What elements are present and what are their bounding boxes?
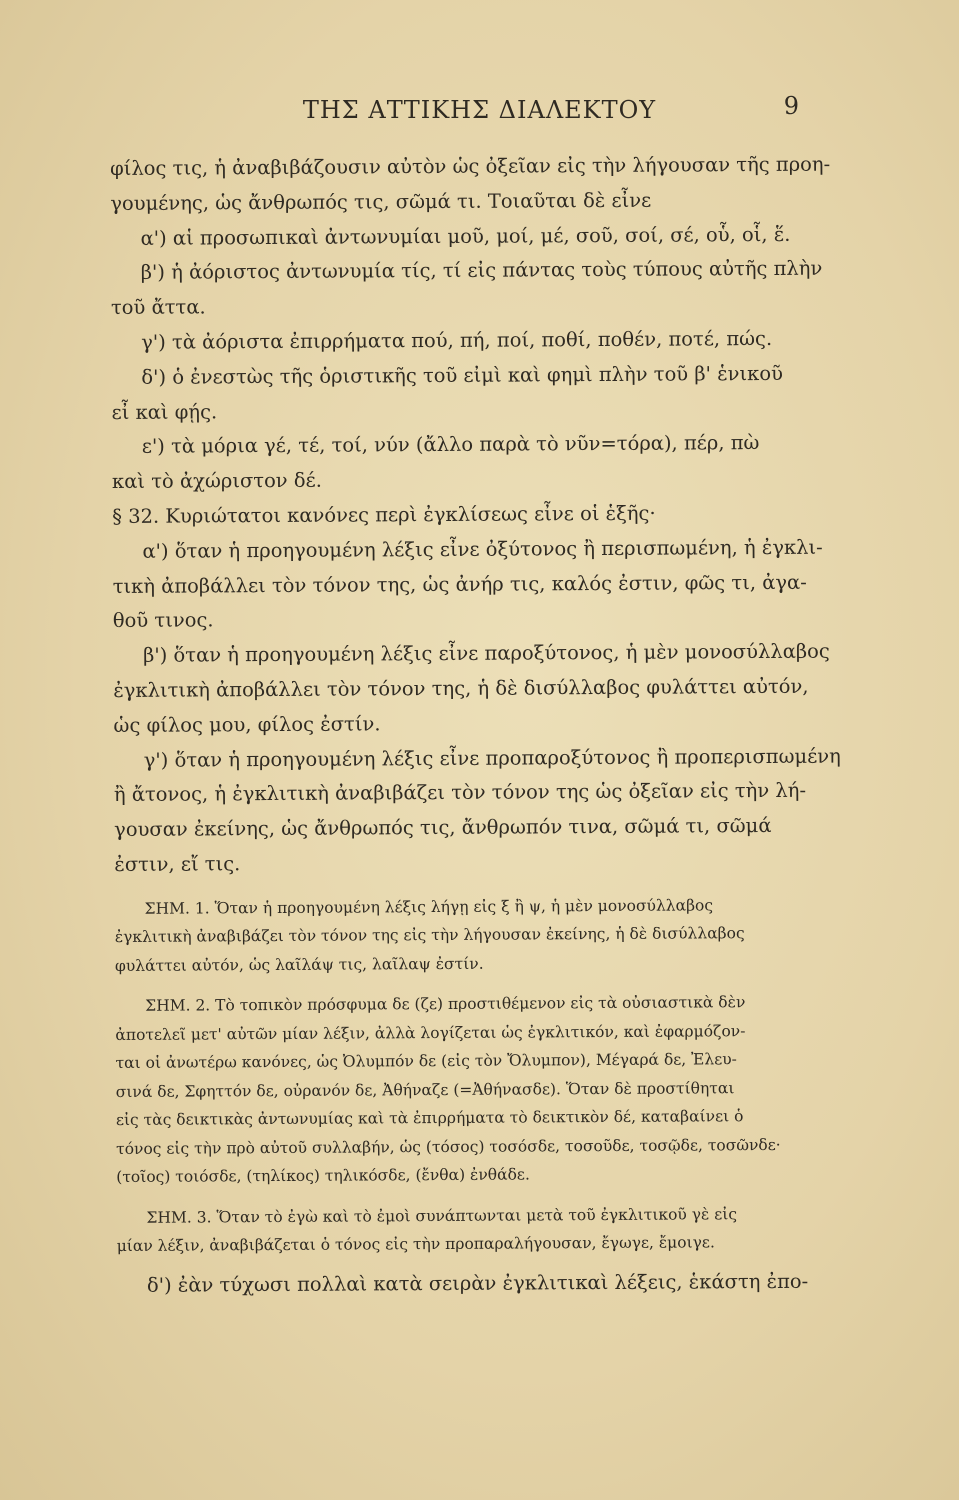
text-line: θοῦ τινος.	[112, 608, 214, 633]
text-line: ΣΗΜ. 3. Ὅταν τὸ ἐγὼ καὶ τὸ ἐμοὶ συνάπτωνται μετὰ τοῦ ἐγκλιτικοῦ γὲ εἰς	[146, 1204, 738, 1227]
text-line: ἐγκλιτικὴ ἀναβιβάζει τὸν τόνον της εἰς τὴν λήγουσαν ἐκείνης, ἡ δὲ δισύλλαβος	[114, 924, 745, 947]
text-line: μίαν λέξιν, ἀναβιβάζεται ὁ τόνος εἰς τὴν προπαραλήγουσαν, ἔγωγε, ἔμοιγε.	[116, 1233, 715, 1256]
text-line: § 32. Κυριώτατοι κανόνες περὶ ἐγκλίσεως εἶνε οἱ ἑξῆς·	[112, 501, 656, 528]
text-line: β') ἡ ἀόριστος ἀντωνυμία τίς, τί εἰς πάντας τοὺς τύπους αὐτῆς πλὴν	[140, 257, 823, 285]
text-line: ἀποτελεῖ μετ' αὐτῶν μίαν λέξιν, ἀλλὰ λογίζεται ὡς ἐγκλιτικόν, καὶ ἐφαρμόζον-	[115, 1021, 746, 1044]
text-line: δ') ἐὰν τύχωσι πολλαὶ κατὰ σειρὰν ἐγκλιτικαὶ λέξεις, ἑκάστη ἐπο-	[146, 1269, 809, 1297]
text-line: ΣΗΜ. 1. Ὅταν ἡ προηγουμένη λέξις λήγῃ εἰς ξ ἢ ψ, ἡ μὲν μονοσύλλαβος	[144, 896, 714, 918]
text-line: γ') ὅταν ἡ προηγουμένη λέξις εἶνε προπαροξύτονος ἢ προπερισπωμένη	[143, 744, 841, 772]
text-line: τόνος εἰς τὴν πρὸ αὐτοῦ συλλαβήν, ὡς (τόσος) τοσόσδε, τοσοῦδε, τοσῷδε, τοσῶνδε·	[116, 1135, 781, 1158]
text-line: ἐγκλιτικὴ ἀποβάλλει τὸν τόνον της, ἡ δὲ δισύλλαβος φυλάττει αὐτόν,	[113, 674, 809, 702]
text-line: α') ὅταν ἡ προηγουμένη λέξις εἶνε ὀξύτονος ἢ περισπωμένη, ἡ ἐγκλι-	[142, 535, 823, 563]
text-line: δ') ὁ ἐνεστὼς τῆς ὁριστικῆς τοῦ εἰμὶ καὶ φημὶ πλὴν τοῦ β' ἑνικοῦ	[141, 361, 783, 389]
text-line: (τοῖος) τοιόσδε, (τηλίκος) τηλικόσδε, (ἔνθα) ἐνθάδε.	[116, 1165, 530, 1187]
text-line: α') αἱ προσωπικαὶ ἀντωνυμίαι μοῦ, μοί, μέ, σοῦ, σοί, σέ, οὗ, οἷ, ἕ.	[140, 222, 791, 250]
text-line: ται οἱ ἀνωτέρω κανόνες, ὡς Ὀλυμπόν δε (εἰς τὸν Ὄλυμπον), Μέγαρά δε, Ἐλευ-	[115, 1050, 737, 1073]
text-line: εἶ καὶ φῄς.	[111, 399, 218, 424]
text-line: ΣΗΜ. 2. Τὸ τοπικὸν πρόσφυμα δε (ζε) προστιθέμενον εἰς τὰ οὐσιαστικὰ δὲν	[145, 993, 746, 1016]
page-number: 9	[783, 92, 799, 120]
text-line: τοῦ ἄττα.	[110, 295, 206, 320]
text-line: φίλος τις, ἡ ἀναβιβάζουσιν αὐτὸν ὡς ὀξεῖαν εἰς τὴν λήγουσαν τῆς προη-	[110, 152, 831, 180]
text-line: ἐστιν, εἴ τις.	[114, 852, 241, 876]
text-line: γ') τὰ ἀόριστα ἐπιρρήματα πού, πή, ποί, ποθί, ποθέν, ποτέ, πώς.	[141, 326, 773, 354]
running-title: ΤΗΣ ΑΤΤΙΚΗΣ ΔΙΑΛΕΚΤΟΥ	[302, 96, 657, 124]
page-header	[0, 92, 959, 132]
text-line: φυλάττει αὐτόν, ὡς λαῖλάψ τις, λαῖλαψ ἐστίν.	[114, 954, 484, 975]
text-line: γουμένης, ὡς ἄνθρωπός τις, σῶμά τι. Τοιαῦται δὲ εἶνε	[110, 188, 652, 215]
text-line: εἰς τὰς δεικτικὰς ἀντωνυμίας καὶ τὰ ἐπιρρήματα τὸ δεικτικὸν δέ, καταβαίνει ὁ	[115, 1107, 744, 1130]
text-line: β') ὅταν ἡ προηγουμένη λέξις εἶνε παροξύτονος, ἡ μὲν μονοσύλλαβος	[143, 639, 830, 667]
page-body	[110, 148, 852, 1304]
text-line: γουσαν ἐκείνης, ὡς ἄνθρωπός τις, ἄνθρωπόν τινα, σῶμά τι, σῶμά	[114, 814, 772, 842]
text-line: ἢ ἄτονος, ἡ ἐγκλιτικὴ ἀναβιβάζει τὸν τόνον της ὡς ὀξεῖαν εἰς τὴν λή-	[113, 779, 807, 807]
text-line: τικὴ ἀποβάλλει τὸν τόνον της, ὡς ἀνήρ τις, καλός ἐστιν, φῶς τι, ἀγα-	[112, 570, 807, 598]
text-line: σινά δε, Σφηττόν δε, οὐρανόν δε, Ἀθήναζε (=Ἀθήνασδε). Ὅταν δὲ προστίθηται	[115, 1078, 735, 1101]
text-line: ὡς φίλος μου, φίλος ἐστίν.	[113, 712, 381, 737]
text-line: καὶ τὸ ἀχώριστον δέ.	[111, 468, 322, 494]
text-line: ε') τὰ μόρια γέ, τέ, τοί, νύν (ἄλλο παρὰ τὸ νῦν=τόρα), πέρ, πὼ	[141, 431, 760, 459]
